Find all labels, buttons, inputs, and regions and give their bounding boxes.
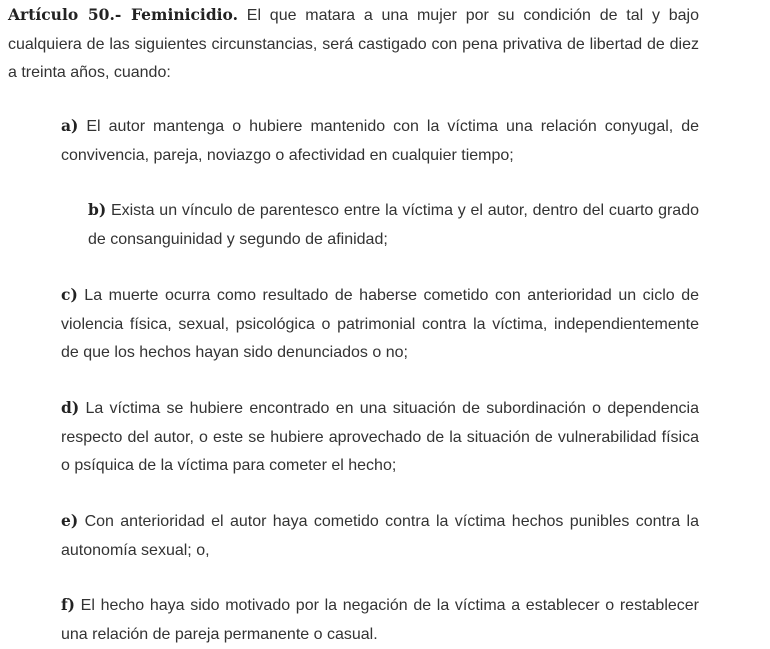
item-letter: e) <box>61 511 79 530</box>
article-intro-paragraph <box>8 1 699 88</box>
item-letter: f) <box>61 595 76 614</box>
list-item-a <box>61 112 699 170</box>
list-item-e <box>61 507 699 565</box>
item-letter: c) <box>61 285 78 304</box>
item-letter: a) <box>61 116 79 135</box>
article-intro-text: El que matara a una mujer por su condición de tal y bajo cualquiera de las siguientes circunstancias, será castigado con pena privativa de libertad de diez a treinta años, cuando: <box>8 7 699 81</box>
item-text: El autor mantenga o hubiere mantenido con la víctima una relación conyugal, de convivencia, pareja, noviazgo o afectividad en cualquier tiempo; <box>61 118 699 164</box>
item-text: La víctima se hubiere encontrado en una situación de subordinación o dependencia respecto del autor, o este se hubiere aprovechado de la situación de vulnerabilidad física o psíquica de la víctima para cometer el hecho; <box>61 400 699 474</box>
item-text: La muerte ocurra como resultado de haberse cometido con anterioridad un ciclo de violencia física, sexual, psicológica o patrimonial contra la víctima, independientemente de que los hechos hayan sido denunciados o no; <box>61 287 699 361</box>
list-item-c <box>61 281 699 368</box>
list-item-b <box>88 196 699 254</box>
item-text: El hecho haya sido motivado por la negación de la víctima a establecer o restablecer una relación de pareja permanente o casual. <box>61 597 699 643</box>
item-text: Con anterioridad el autor haya cometido contra la víctima hechos punibles contra la autonomía sexual; o, <box>61 513 699 559</box>
list-item-f <box>61 591 699 649</box>
item-letter: d) <box>61 398 80 417</box>
article-heading: Artículo 50.- Feminicidio. <box>8 5 239 24</box>
item-text: Exista un vínculo de parentesco entre la víctima y el autor, dentro del cuarto grado de consanguinidad y segundo de afinidad; <box>88 202 699 248</box>
list-item-d <box>61 394 699 481</box>
item-letter: b) <box>88 200 107 219</box>
